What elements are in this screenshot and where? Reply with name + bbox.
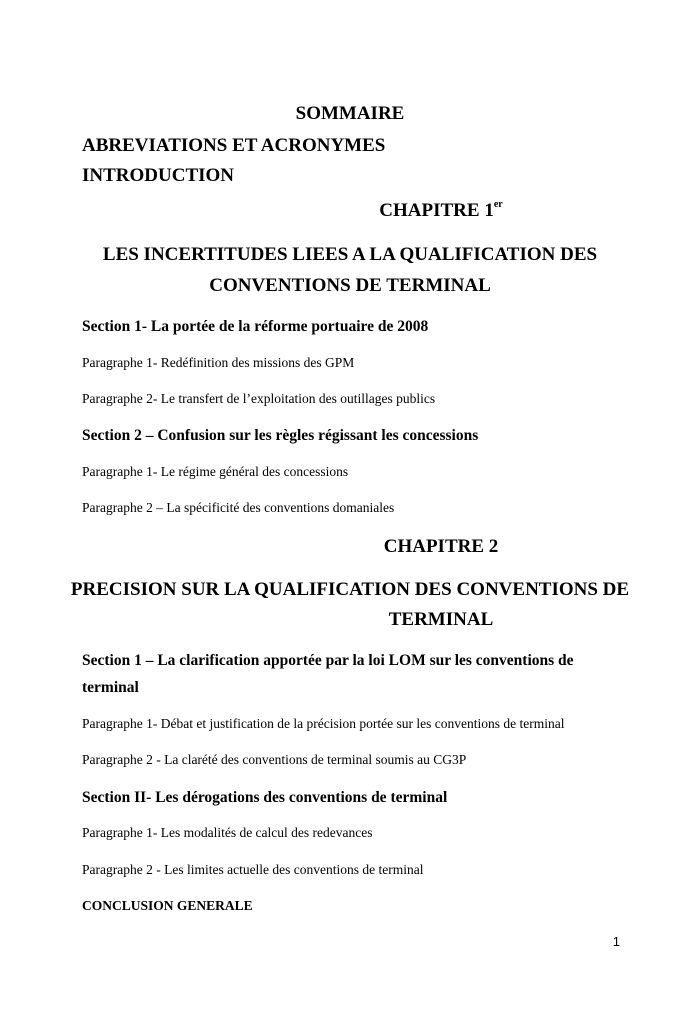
chapter-2-section-1-title-line1: Section 1 – La clarification apportée par la loi LOM sur les conventions de [82, 652, 574, 669]
chapter-2-section-2-para-1: Paragraphe 1- Les modalités de calcul des redevances [82, 825, 373, 840]
chapter-1-label-sup: er [493, 198, 503, 210]
toc-entry-introduction: INTRODUCTION [82, 165, 235, 186]
chapter-1-section-2-para-1: Paragraphe 1- Le régime général des concessions [82, 464, 349, 479]
chapter-2-title-line2: TERMINAL [388, 609, 494, 630]
chapter-1-section-1-title: Section 1- La portée de la réforme portuaire de 2008 [82, 318, 429, 335]
chapter-2-section-2-title: Section II- Les dérogations des conventions de terminal [82, 789, 448, 806]
chapter-1-label-text: CHAPITRE 1 [379, 200, 494, 221]
chapter-2-section-1-title-line2: terminal [82, 679, 139, 696]
chapter-1-section-1-para-2: Paragraphe 2- Le transfert de l’exploitation des outillages publics [82, 391, 436, 406]
chapter-1-section-2-para-2: Paragraphe 2 – La spécificité des conventions domaniales [82, 500, 395, 515]
toc-entry-abreviations: ABREVIATIONS ET ACRONYMES [82, 135, 386, 156]
chapter-2-section-2-para-2: Paragraphe 2 - Les limites actuelle des conventions de terminal [82, 862, 424, 877]
toc-heading-sommaire: SOMMAIRE [295, 103, 405, 124]
chapter-2-title-line1: PRECISION SUR LA QUALIFICATION DES CONVENTIONS DE [70, 579, 630, 600]
chapter-1-title-line2: CONVENTIONS DE TERMINAL [209, 275, 491, 296]
chapter-1-label [182, 199, 700, 223]
page-number: 1 [612, 934, 620, 949]
chapter-1-section-1-para-1: Paragraphe 1- Redéfinition des missions des GPM [82, 355, 355, 370]
toc-entry-conclusion: CONCLUSION GENERALE [82, 898, 253, 913]
chapter-2-section-1-para-2: Paragraphe 2 - La clarété des conventions de terminal soumis au CG3P [82, 752, 467, 767]
chapter-1-title-line1: LES INCERTITUDES LIEES A LA QUALIFICATION DES [102, 244, 598, 265]
chapter-2-label: CHAPITRE 2 [383, 536, 499, 557]
chapter-1-section-2-title: Section 2 – Confusion sur les règles régissant les concessions [82, 427, 479, 444]
chapter-2-section-1-para-1: Paragraphe 1- Débat et justification de la précision portée sur les conventions de terminal [82, 716, 565, 731]
